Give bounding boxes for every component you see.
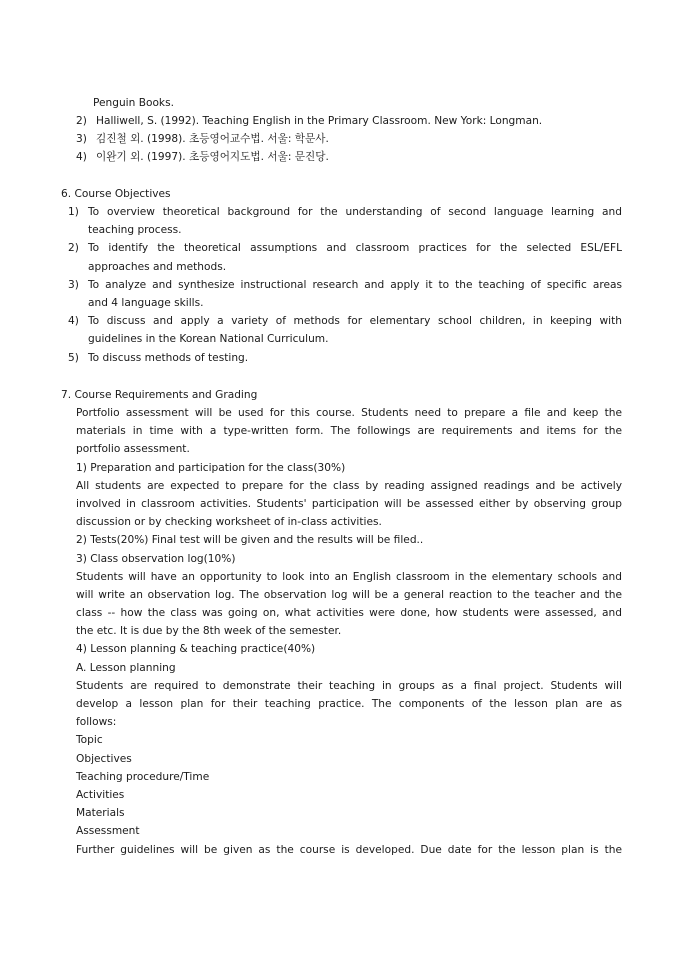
objective-number: 3) (68, 278, 79, 291)
objectives-list (68, 203, 622, 367)
reference-item (76, 130, 636, 148)
reference-list (76, 112, 636, 167)
lesson-component: Materials (76, 807, 125, 820)
objective-text-continuation: approaches and methods. (88, 260, 227, 273)
participation-text-line: involved in classroom activities. Students' participation will be assessed either by observing group (76, 497, 622, 510)
reference-item (76, 148, 636, 166)
objective-number: 5) (68, 351, 79, 364)
requirements-body (76, 404, 622, 859)
final-guidelines-line: Further guidelines will be given as the course is developed. Due date for the lesson plan is the (76, 843, 622, 856)
participation-text-line: All students are expected to prepare for the class by reading assigned readings and be actively (76, 479, 622, 492)
objective-text: To discuss methods of testing. (88, 351, 249, 364)
lesson-planning-text-line: develop a lesson plan for their teaching practice. The components of the lesson plan are as (76, 698, 622, 710)
lesson-component: Topic (76, 734, 103, 747)
intro-line: portfolio assessment. (76, 443, 190, 456)
objective-number: 4) (68, 315, 79, 328)
lesson-component: Assessment (76, 825, 140, 838)
lesson-component: Activities (76, 788, 125, 801)
objective-item (68, 239, 622, 275)
objective-item (68, 312, 622, 348)
reference-text: Halliwell, S. (1992). Teaching English in the Primary Classroom. New York: Longman. (96, 115, 543, 127)
participation-text-line: discussion or by checking worksheet of in-class activities. (76, 516, 382, 529)
objective-text: To analyze and synthesize instructional research and apply it to the teaching of specific areas (88, 278, 622, 291)
objective-item (68, 276, 622, 312)
objective-number: 1) (68, 206, 79, 218)
subsection-title-observation: 3) Class observation log(10%) (76, 552, 236, 565)
objective-text: To discuss and apply a variety of methods for elementary school children, in keeping with (88, 315, 622, 328)
observation-text-line: Students will have an opportunity to look into an English classroom in the elementary schools and (76, 570, 622, 583)
objective-text-continuation: guidelines in the Korean National Curriculum. (88, 333, 329, 346)
intro-line: Portfolio assessment will be used for this course. Students need to prepare a file and keep the (76, 407, 622, 419)
subsection-title-lesson-planning: 4) Lesson planning & teaching practice(40%) (76, 643, 316, 656)
reference-text: 김진철 외. (1998). 초등영어교수법. 서울: 학문사. (96, 133, 329, 146)
objective-text-continuation: teaching process. (88, 224, 182, 237)
reference-number: 4) (76, 151, 87, 164)
objective-item (68, 203, 622, 239)
objective-number: 2) (68, 242, 79, 255)
objective-text: To identify the theoretical assumptions and classroom practices for the selected ESL/EFL (88, 242, 622, 255)
reference-text: 이완기 외. (1997). 초등영어지도법. 서울: 문진당. (96, 151, 329, 164)
reference-1-continuation: Penguin Books. (93, 97, 174, 109)
reference-item (76, 112, 636, 130)
lesson-component: Objectives (76, 752, 132, 765)
lesson-planning-text-line: follows: (76, 716, 117, 729)
lesson-component: Teaching procedure/Time (76, 770, 210, 783)
section-heading-objectives: 6. Course Objectives (61, 188, 171, 200)
observation-text-line: class -- how the class was going on, what activities were done, how students were assessed, and (76, 607, 622, 620)
observation-text-line: will write an observation log. The observation log will be a general reaction to the teacher and the (76, 588, 622, 601)
reference-number: 3) (76, 133, 87, 146)
reference-number: 2) (76, 115, 87, 127)
objective-text: To overview theoretical background for the understanding of second language learning and (88, 206, 622, 218)
subsection-title-tests: 2) Tests(20%) Final test will be given and the results will be filed.. (76, 534, 424, 547)
observation-text-line: the etc. It is due by the 8th week of the semester. (76, 625, 342, 638)
objective-text-continuation: and 4 language skills. (88, 296, 204, 309)
section-heading-requirements: 7. Course Requirements and Grading (61, 389, 258, 401)
subsection-title-participation: 1) Preparation and participation for the class(30%) (76, 461, 346, 474)
lesson-planning-text-line: Students are required to demonstrate their teaching in groups as a final project. Students will (76, 679, 622, 692)
objective-item (68, 349, 622, 367)
lesson-planning-subheading: A. Lesson planning (76, 661, 176, 674)
intro-line: materials in time with a type-written form. The followings are requirements and items for the (76, 425, 622, 438)
